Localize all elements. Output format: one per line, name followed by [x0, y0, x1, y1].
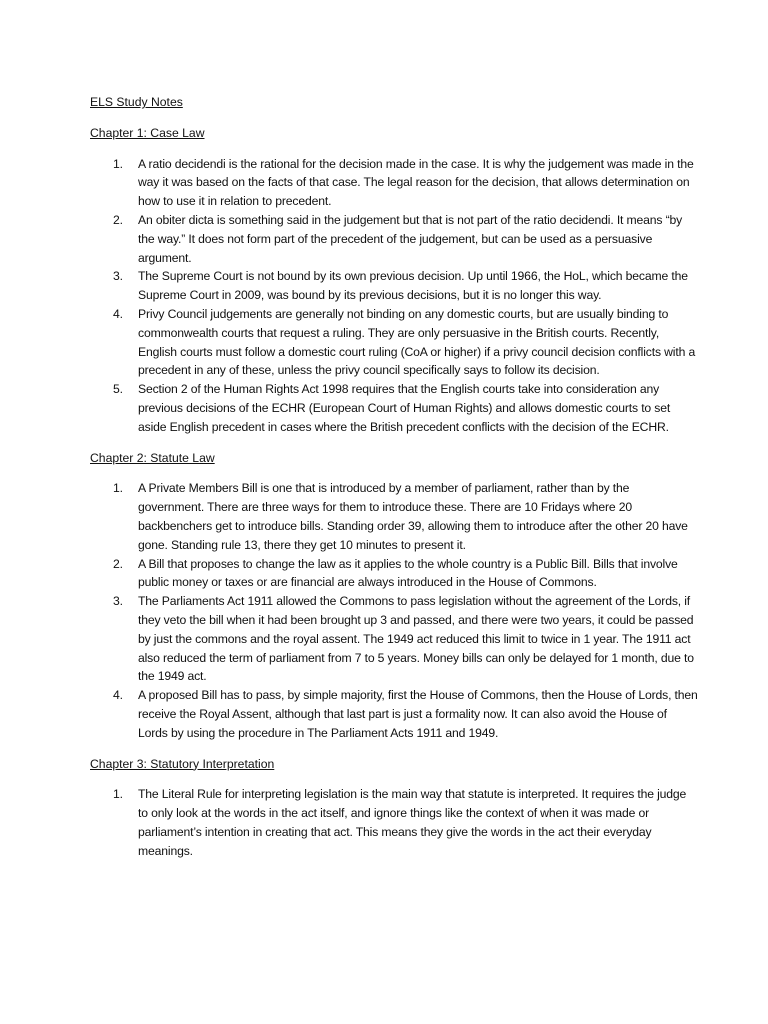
item-text: The Literal Rule for interpreting legislation is the main way that statute is interpreted. It requires the judge to only look at the words in the act itself, and ignore things like the context of when it was made or parliament’s intention in creating that act. This means they give the words in the act their everyday meanings. — [138, 787, 687, 858]
item-text: The Parliaments Act 1911 allowed the Commons to pass legislation without the agreement of the Lords, if they veto the bill when it had been brought up 3 and passed, and there were two years, it could be passed by just the commons and the royal assent. The 1949 act reduced this limit to twice in 1 year. The 1911 act also reduced the term of parliament from 7 to 5 years. Money bills can only be delayed for 1 month, due to the 1949 act. — [138, 594, 694, 684]
list-item — [90, 785, 698, 860]
item-number: 1. — [113, 481, 123, 496]
list-item — [90, 267, 698, 305]
item-number: 3. — [113, 269, 123, 284]
chapter-2 — [90, 449, 698, 743]
item-text: A ratio decidendi is the rational for the decision made in the case. It is why the judgement was made in the way it was based on the facts of that case. The legal reason for the decision, that allows determination on how to use it in relation to precedent. — [138, 156, 694, 209]
item-number: 5. — [113, 382, 123, 397]
item-number: 1. — [113, 156, 123, 171]
item-text: A proposed Bill has to pass, by simple majority, first the House of Commons, then the House of Lords, then receive the Royal Assent, although that last part is just a formality now. It can also avoid the House of Lords by using the procedure in The Parliament Acts 1911 and 1949. — [138, 688, 698, 740]
chapter-3-list — [90, 785, 698, 860]
list-item — [90, 211, 698, 267]
list-item — [90, 686, 698, 742]
item-number: 3. — [113, 594, 123, 609]
list-item — [90, 155, 698, 211]
item-number: 2. — [113, 556, 123, 571]
chapter-heading: Chapter 1: Case Law — [90, 125, 205, 140]
chapter-heading: Chapter 2: Statute Law — [90, 450, 215, 465]
item-text: A Private Members Bill is one that is introduced by a member of parliament, rather than by the government. There are three ways for them to introduce these. There are 10 Fridays where 20 backbenchers get to introduce bills. Standing order 39, allowing them to introduce after the other 20 have gone. Standing rule 13, there they get 10 minutes to present it. — [138, 481, 688, 552]
item-number: 1. — [113, 787, 123, 802]
chapter-heading: Chapter 3: Statutory Interpretation — [90, 756, 275, 771]
item-text: Section 2 of the Human Rights Act 1998 requires that the English courts take into consideration any previous decisions of the ECHR (European Court of Human Rights) and allows domestic courts to set aside English precedent in cases where the British precedent conflicts with the decision of the ECHR. — [138, 382, 671, 434]
item-text: Privy Council judgements are generally not binding on any domestic courts, but are usually binding to commonwealth courts that request a ruling. They are only persuasive in the British courts. Recently, English courts must follow a domestic court ruling (CoA or higher) if a privy council decision conflicts with a precedent in any of these, unless the privy council specifically says to follow its decision. — [138, 306, 696, 378]
chapter-2-list — [90, 479, 698, 742]
item-number: 4. — [113, 688, 123, 703]
list-item — [90, 305, 698, 380]
item-text: The Supreme Court is not bound by its own previous decision. Up until 1966, the HoL, which became the Supreme Court in 2009, was bound by its previous decisions, but it is no longer this way. — [138, 269, 688, 303]
item-text: An obiter dicta is something said in the judgement but that is not part of the ratio decidendi. It means “by the way.” It does not form part of the precedent of the judgement, but can be used as a persuasive argument. — [138, 212, 683, 265]
document-title: ELS Study Notes — [90, 95, 183, 109]
item-text: A Bill that proposes to change the law as it applies to the whole country is a Public Bill. Bills that involve public money or taxes or are financial are always introduced in the House of Commons. — [138, 556, 678, 590]
chapter-1-list — [90, 155, 698, 437]
chapter-1 — [90, 124, 698, 437]
chapter-3 — [90, 755, 698, 861]
list-item — [90, 479, 698, 554]
item-number: 4. — [113, 306, 123, 321]
item-number: 2. — [113, 212, 123, 227]
list-item — [90, 592, 698, 686]
list-item — [90, 380, 698, 436]
list-item — [90, 555, 698, 593]
